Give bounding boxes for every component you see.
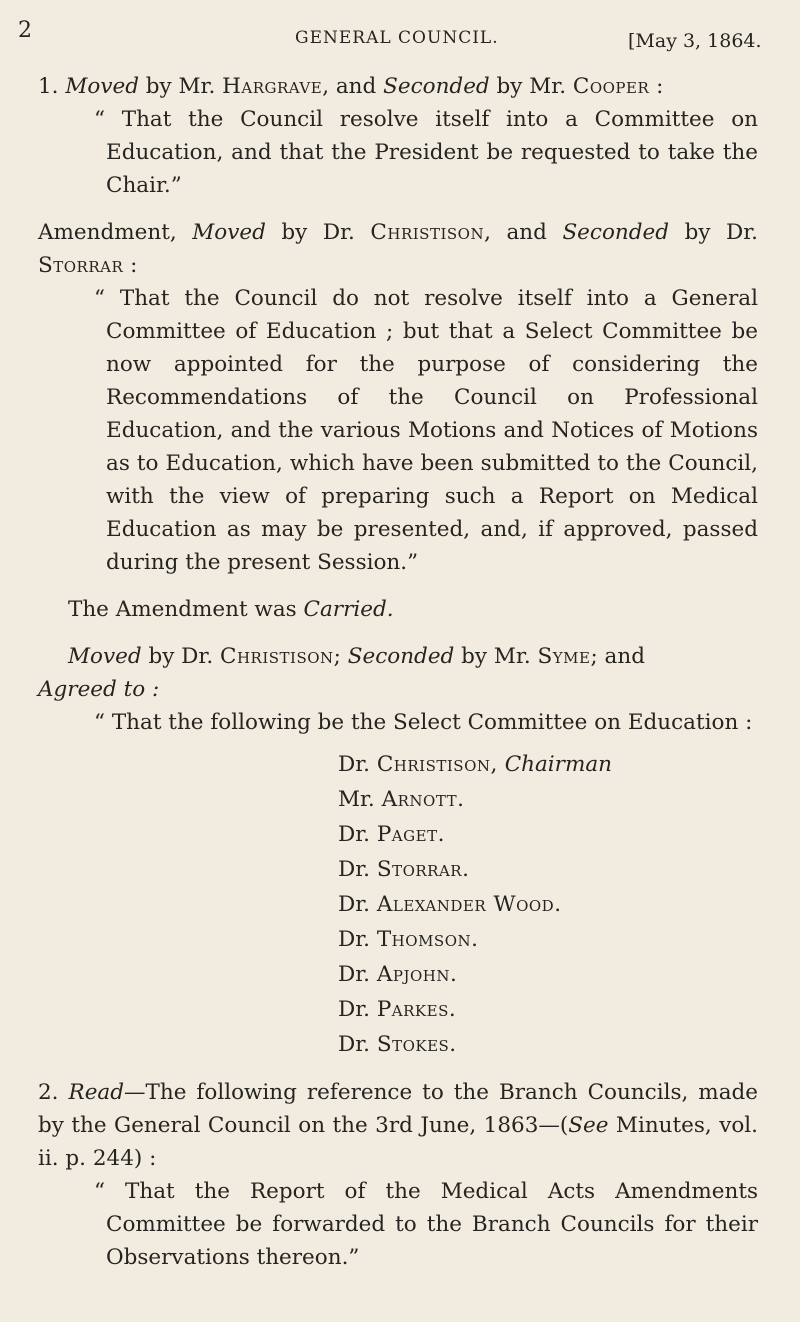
item-1-heading: 1. Moved by Mr. Hargrave, and Seconded by Mr. Cooper : bbox=[38, 74, 664, 99]
member-title: Dr. bbox=[338, 962, 370, 987]
member-name: Stokes. bbox=[376, 1032, 457, 1057]
item-2-resolution: “ That the Report of the Medical Acts Amendments Committee be forwarded to the Branch Councils for their Observations thereon.” bbox=[94, 1179, 758, 1270]
member-title: Dr. bbox=[338, 892, 370, 917]
amendment-resolution: “ That the Council do not resolve itself into a General Committee of Education ; but that a Select Committee be now appointed for the purpose of considering the Recommendations of the Council on Professional Education, and the various Motions and Notices of Motions as to Education, which have been submitted to the Council, with the view of preparing such a Report on Medical Education as may be presented, and, if approved, passed during the present Session.” bbox=[94, 286, 758, 575]
member-title: Dr. bbox=[338, 752, 370, 777]
member-name: Thomson. bbox=[376, 927, 479, 952]
member-name: Paget. bbox=[376, 822, 445, 847]
committee-member bbox=[338, 957, 758, 992]
member-name: Arnott. bbox=[381, 787, 465, 812]
member-title: Dr. bbox=[338, 857, 370, 882]
committee-member bbox=[338, 1027, 758, 1062]
member-name: Christison, bbox=[376, 752, 498, 777]
committee-member bbox=[338, 922, 758, 957]
committee-member bbox=[338, 852, 758, 887]
committee-member bbox=[338, 782, 758, 817]
committee-member bbox=[338, 817, 758, 852]
committee-member bbox=[338, 747, 758, 782]
member-title: Dr. bbox=[338, 1032, 370, 1057]
member-name: Storrar. bbox=[376, 857, 470, 882]
committee-resolution: “ That the following be the Select Committee on Education : bbox=[94, 710, 753, 735]
member-name: Apjohn. bbox=[376, 962, 458, 987]
header-date: [May 3, 1864. bbox=[628, 30, 762, 52]
member-name: Alexander Wood. bbox=[376, 892, 562, 917]
item-1-resolution: “ That the Council resolve itself into a Committee on Education, and that the President be requested to take the Chair.” bbox=[94, 107, 758, 198]
member-title: Dr. bbox=[338, 997, 370, 1022]
committee-member bbox=[338, 887, 758, 922]
member-title: Dr. bbox=[338, 822, 370, 847]
page-header bbox=[0, 18, 800, 58]
item-2-heading: 2. Read—The following reference to the Branch Councils, made by the General Council on the 3rd June, 1863—(See Minutes, vol. ii. p. 244) : bbox=[38, 1080, 758, 1171]
member-title: Mr. bbox=[338, 787, 375, 812]
motion-2-heading: Moved by Dr. Christison; Seconded by Mr. Syme; and Agreed to : bbox=[38, 644, 645, 702]
document-body bbox=[38, 70, 758, 1274]
member-name: Parkes. bbox=[376, 997, 457, 1022]
committee-member bbox=[338, 992, 758, 1027]
member-title: Dr. bbox=[338, 927, 370, 952]
running-title: GENERAL COUNCIL. bbox=[295, 28, 499, 48]
amendment-heading: Amendment, Moved by Dr. Christison, and Seconded by Dr. Storrar : bbox=[38, 220, 759, 278]
page-number: 2 bbox=[18, 18, 32, 43]
amendment-result: The Amendment was Carried. bbox=[68, 597, 394, 622]
member-role: Chairman bbox=[504, 752, 613, 777]
committee-list bbox=[38, 747, 758, 1062]
